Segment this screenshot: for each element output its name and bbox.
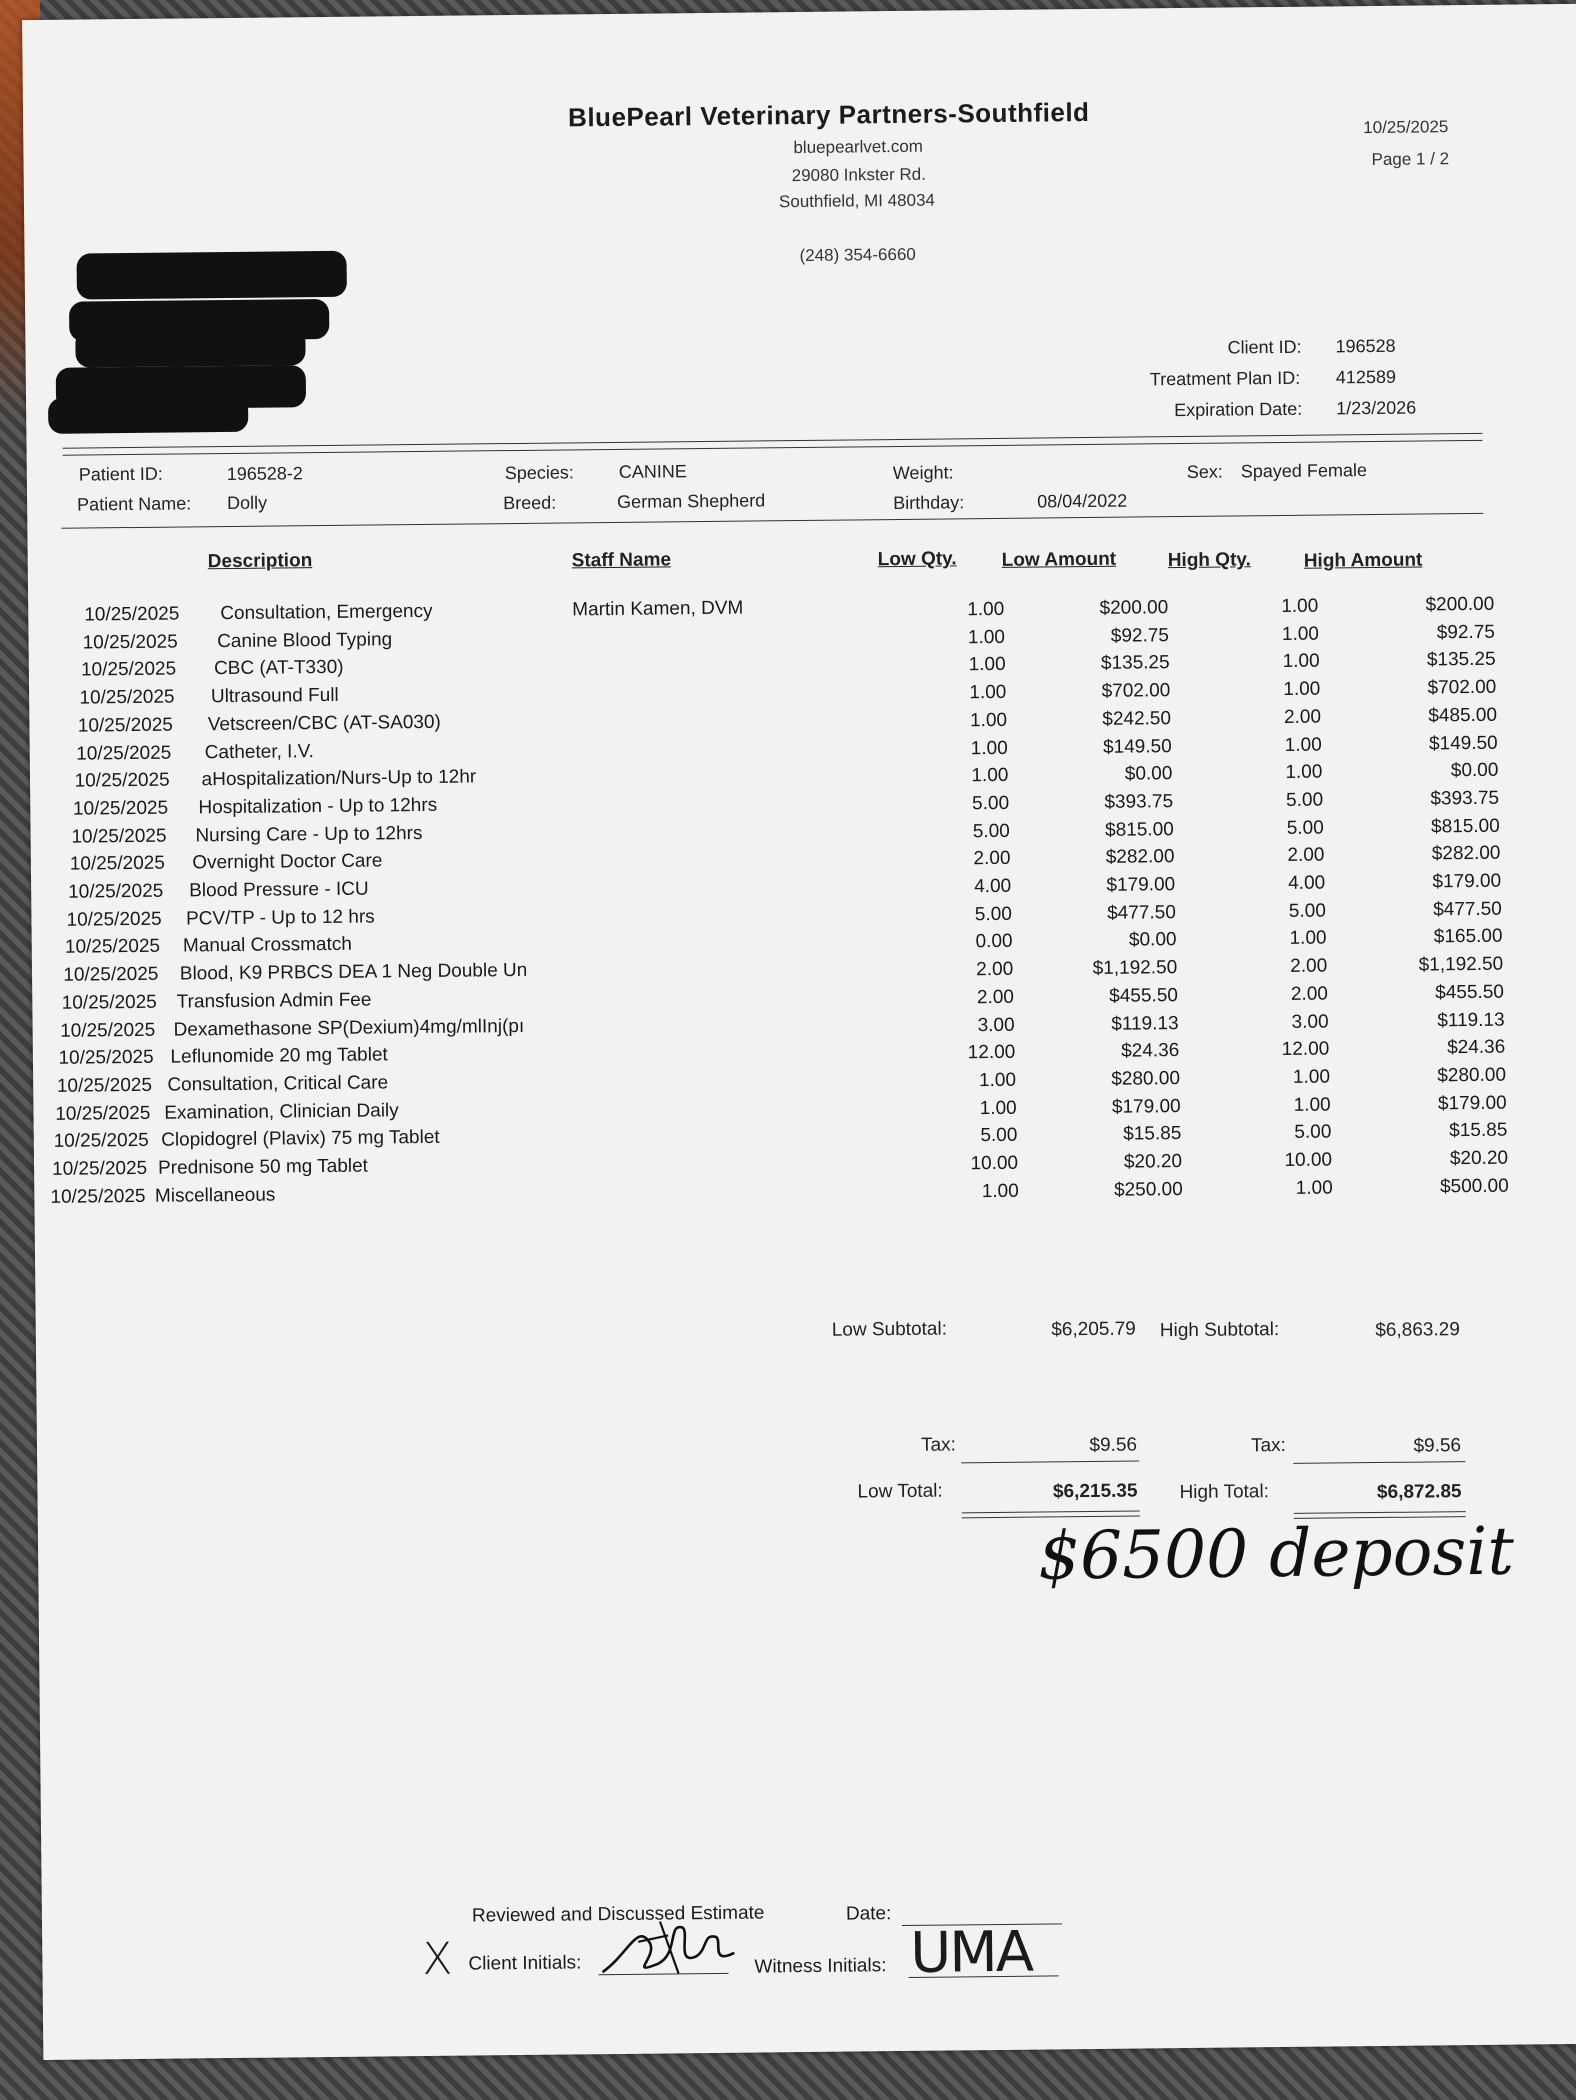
item-low-qty: 12.00 [967, 1041, 1016, 1064]
item-description: Hospitalization - Up to 12hrs [198, 794, 438, 819]
item-high-qty: 1.00 [1289, 927, 1327, 950]
item-high-qty: 1.00 [1281, 595, 1319, 617]
item-low-amount: $477.50 [1107, 901, 1176, 924]
item-low-qty: 10.00 [970, 1152, 1019, 1175]
patient-name: Dolly [227, 492, 268, 514]
handwritten-x-mark: X [422, 1933, 453, 1986]
item-date: 10/25/2025 [68, 880, 164, 903]
item-description: Manual Crossmatch [182, 934, 352, 957]
item-low-amount: $455.50 [1109, 984, 1179, 1007]
item-low-amount: $20.20 [1123, 1151, 1183, 1173]
document-date: 10/25/2025 [1363, 117, 1449, 138]
item-date: 10/25/2025 [51, 1157, 148, 1180]
reviewed-estimate-label: Reviewed and Discussed Estimate [471, 1902, 765, 1927]
low-tax-label: Tax: [920, 1434, 956, 1456]
item-high-amount: $200.00 [1425, 593, 1495, 616]
item-high-amount: $282.00 [1431, 842, 1501, 865]
item-date: 10/25/2025 [66, 908, 162, 931]
item-low-qty: 1.00 [967, 598, 1005, 621]
item-date: 10/25/2025 [80, 658, 177, 681]
item-low-qty: 2.00 [976, 958, 1014, 981]
item-date: 10/25/2025 [76, 742, 172, 765]
treatment-plan-label: Treatment Plan ID: [1149, 367, 1301, 390]
divider [962, 1511, 1140, 1514]
client-initials-label: Client Initials: [468, 1952, 582, 1975]
estimate-document [22, 4, 1576, 2060]
item-description: Leflunomide 20 mg Tablet [170, 1044, 388, 1068]
item-low-amount: $24.36 [1121, 1040, 1180, 1062]
item-low-amount: $702.00 [1101, 680, 1171, 702]
divider [63, 440, 1483, 456]
low-tax: $9.56 [1089, 1434, 1138, 1457]
clinic-city: Southfield, MI 48034 [778, 190, 936, 212]
date-label: Date: [845, 1903, 892, 1925]
item-low-qty: 2.00 [976, 986, 1015, 1008]
item-description: CBC (AT-T330) [213, 657, 344, 680]
witness-initials-label: Witness Initials: [754, 1955, 887, 1978]
client-id: 196528 [1335, 335, 1396, 357]
clinic-website: bluepearlvet.com [793, 136, 923, 158]
item-date: 10/25/2025 [74, 769, 170, 792]
item-description: Miscellaneous [154, 1184, 276, 1207]
clinic-phone: (248) 354-6660 [799, 244, 916, 266]
divider [1293, 1461, 1465, 1464]
species-label: Species: [504, 462, 574, 484]
item-high-qty: 1.00 [1282, 650, 1320, 673]
item-high-amount: $815.00 [1430, 815, 1500, 838]
item-date: 10/25/2025 [72, 797, 169, 820]
item-description: PCV/TP - Up to 12 hrs [185, 906, 375, 930]
item-low-qty: 1.00 [967, 626, 1006, 648]
sex: Spayed Female [1240, 460, 1368, 482]
item-staff-name: Martin Kamen, DVM [572, 597, 744, 621]
item-high-amount: $485.00 [1428, 704, 1498, 727]
item-low-amount: $250.00 [1113, 1178, 1183, 1201]
low-total-label: Low Total: [857, 1480, 943, 1503]
item-description: Clopidogrel (Plavix) 75 mg Tablet [161, 1127, 440, 1152]
high-total-label: High Total: [1179, 1481, 1270, 1504]
item-date: 10/25/2025 [53, 1130, 149, 1153]
species: CANINE [618, 461, 687, 482]
item-low-amount: $135.25 [1100, 652, 1170, 675]
item-low-amount: $179.00 [1106, 874, 1176, 896]
item-high-qty: 1.00 [1283, 678, 1321, 701]
client-id-label: Client ID: [1227, 336, 1302, 358]
low-subtotal-label: Low Subtotal: [831, 1318, 948, 1341]
clinic-name: BluePearl Veterinary Partners-Southfield [567, 96, 1090, 133]
item-description: Canine Blood Typing [217, 628, 393, 652]
expiration-date: 1/23/2026 [1336, 397, 1417, 419]
item-date: 10/25/2025 [55, 1102, 151, 1125]
item-high-qty: 1.00 [1295, 1177, 1333, 1199]
item-low-qty: 5.00 [974, 903, 1012, 925]
expiration-date-label: Expiration Date: [1174, 398, 1303, 421]
item-low-qty: 1.00 [979, 1097, 1017, 1119]
item-high-amount: $165.00 [1433, 926, 1503, 948]
item-high-amount: $20.20 [1449, 1147, 1509, 1170]
sex-label: Sex: [1186, 461, 1223, 482]
patient-id: 196528-2 [226, 463, 303, 485]
col-low-qty: Low Qty. [877, 548, 957, 571]
item-date: 10/25/2025 [61, 991, 157, 1014]
page-number: Page 1 / 2 [1371, 149, 1450, 170]
handwritten-witness-initials: UMA [909, 1919, 1033, 1986]
item-description: Blood, K9 PRBCS DEA 1 Neg Double Un [179, 959, 528, 985]
item-low-amount: $200.00 [1099, 597, 1169, 619]
item-high-qty: 5.00 [1288, 900, 1326, 922]
item-date: 10/25/2025 [56, 1074, 153, 1097]
item-description: Consultation, Emergency [220, 600, 433, 625]
item-low-qty: 5.00 [972, 820, 1010, 842]
weight-label: Weight: [892, 462, 954, 484]
item-low-qty: 1.00 [968, 654, 1006, 676]
item-low-amount: $92.75 [1110, 624, 1170, 647]
item-low-amount: $149.50 [1102, 735, 1172, 758]
item-high-qty: 1.00 [1285, 761, 1323, 784]
item-high-qty: 1.00 [1292, 1066, 1331, 1088]
birthday: 08/04/2022 [1037, 490, 1128, 512]
item-date: 10/25/2025 [64, 936, 161, 959]
item-high-qty: 2.00 [1287, 844, 1325, 867]
item-description: aHospitalization/Nurs-Up to 12hr [201, 766, 477, 791]
item-high-amount: $702.00 [1427, 676, 1497, 699]
item-description: Ultrasound Full [210, 684, 339, 708]
item-high-amount: $1,192.50 [1418, 953, 1504, 976]
item-high-amount: $135.25 [1426, 649, 1496, 671]
item-date: 10/25/2025 [84, 603, 180, 626]
item-low-amount: $282.00 [1105, 846, 1175, 869]
item-low-qty: 1.00 [970, 737, 1008, 759]
high-tax-label: Tax: [1250, 1434, 1287, 1457]
item-date: 10/25/2025 [60, 1019, 156, 1042]
item-date: 10/25/2025 [71, 825, 167, 848]
clinic-street: 29080 Inkster Rd. [791, 164, 927, 186]
item-high-qty: 2.00 [1283, 706, 1322, 728]
item-date: 10/25/2025 [82, 631, 178, 654]
item-description: Blood Pressure - ICU [189, 878, 369, 902]
item-description: Overnight Doctor Care [192, 850, 383, 874]
item-low-qty: 4.00 [974, 875, 1012, 898]
item-low-amount: $0.00 [1128, 929, 1177, 951]
item-high-qty: 3.00 [1291, 1011, 1329, 1033]
item-high-amount: $92.75 [1436, 621, 1496, 644]
item-low-qty: 5.00 [980, 1125, 1018, 1147]
divider [961, 1461, 1139, 1464]
patient-id-label: Patient ID: [78, 463, 163, 485]
low-subtotal: $6,205.79 [1051, 1318, 1136, 1341]
item-high-qty: 5.00 [1285, 789, 1324, 811]
item-description: Transfusion Admin Fee [176, 989, 372, 1013]
item-low-amount: $280.00 [1111, 1067, 1181, 1090]
item-high-amount: $455.50 [1435, 981, 1505, 1004]
breed: German Shepherd [617, 490, 766, 512]
item-low-qty: 1.00 [969, 681, 1007, 704]
col-high-amount: High Amount [1303, 549, 1423, 572]
item-high-qty: 2.00 [1290, 955, 1328, 978]
item-high-qty: 1.00 [1284, 734, 1322, 756]
item-low-qty: 3.00 [977, 1014, 1015, 1036]
item-high-amount: $393.75 [1430, 787, 1500, 810]
item-low-qty: 0.00 [975, 931, 1013, 953]
item-high-amount: $24.36 [1447, 1036, 1506, 1059]
redaction-bar [48, 396, 248, 434]
col-staff-name: Staff Name [571, 549, 672, 572]
item-high-qty: 5.00 [1294, 1121, 1332, 1144]
item-high-qty: 1.00 [1293, 1094, 1331, 1116]
item-high-amount: $179.00 [1432, 870, 1502, 893]
item-high-amount: $179.00 [1437, 1092, 1507, 1114]
item-description: Vetscreen/CBC (AT-SA030) [207, 711, 441, 736]
item-date: 10/25/2025 [58, 1047, 154, 1069]
col-description: Description [207, 550, 313, 573]
item-high-amount: $500.00 [1439, 1175, 1509, 1198]
item-date: 10/25/2025 [50, 1185, 146, 1208]
item-high-amount: $280.00 [1437, 1064, 1507, 1087]
high-total: $6,872.85 [1376, 1481, 1462, 1504]
item-description: Consultation, Critical Care [167, 1072, 389, 1096]
item-date: 10/25/2025 [69, 852, 165, 875]
item-low-amount: $179.00 [1111, 1095, 1181, 1118]
item-high-amount: $149.50 [1428, 732, 1498, 754]
high-subtotal: $6,863.29 [1375, 1319, 1460, 1342]
item-low-amount: $1,192.50 [1092, 957, 1178, 980]
handwritten-deposit-note: $6500 deposit [1037, 1512, 1515, 1595]
item-description: Prednisone 50 mg Tablet [157, 1155, 369, 1179]
item-low-amount: $0.00 [1124, 763, 1173, 785]
item-low-amount: $119.13 [1111, 1012, 1179, 1035]
item-description: Dexamethasone SP(Dexium)4mg/mlInj(pı [173, 1015, 525, 1041]
item-low-qty: 2.00 [973, 848, 1011, 870]
item-description: Examination, Clinician Daily [164, 1099, 399, 1124]
item-date: 10/25/2025 [77, 714, 174, 737]
item-low-qty: 5.00 [972, 792, 1010, 815]
item-low-amount: $15.85 [1123, 1123, 1182, 1145]
item-low-qty: 1.00 [971, 765, 1009, 787]
high-tax: $9.56 [1413, 1435, 1462, 1457]
high-subtotal-label: High Subtotal: [1159, 1319, 1280, 1342]
patient-name-label: Patient Name: [77, 493, 192, 515]
item-low-qty: 1.00 [981, 1180, 1019, 1202]
item-description: Catheter, I.V. [204, 740, 314, 763]
divider [61, 513, 1483, 529]
item-high-amount: $477.50 [1433, 898, 1502, 921]
redaction-bar [75, 327, 305, 367]
birthday-label: Birthday: [893, 492, 965, 514]
redaction-bar [76, 251, 346, 300]
item-date: 10/25/2025 [63, 963, 159, 986]
low-total: $6,215.35 [1052, 1480, 1138, 1503]
item-high-qty: 5.00 [1286, 817, 1324, 839]
item-high-amount: $15.85 [1449, 1119, 1508, 1142]
item-low-amount: $393.75 [1104, 791, 1174, 813]
item-low-qty: 1.00 [978, 1069, 1017, 1092]
breed-label: Breed: [503, 492, 557, 514]
item-description: Nursing Care - Up to 12hrs [195, 822, 423, 846]
item-high-amount: $0.00 [1450, 759, 1499, 782]
item-low-amount: $242.50 [1102, 707, 1172, 730]
item-low-qty: 1.00 [969, 709, 1008, 732]
col-high-qty: High Qty. [1167, 549, 1251, 572]
item-high-qty: 10.00 [1284, 1149, 1333, 1171]
client-initials-signature [598, 1913, 739, 1984]
item-date: 10/25/2025 [79, 686, 175, 709]
item-high-qty: 2.00 [1290, 983, 1329, 1005]
item-high-amount: $119.13 [1437, 1009, 1505, 1031]
col-low-amount: Low Amount [1001, 548, 1117, 571]
item-high-qty: 1.00 [1281, 623, 1320, 645]
item-high-qty: 4.00 [1288, 872, 1326, 894]
item-high-qty: 12.00 [1281, 1038, 1330, 1061]
treatment-plan-id: 412589 [1335, 366, 1397, 388]
item-low-amount: $815.00 [1104, 818, 1174, 841]
